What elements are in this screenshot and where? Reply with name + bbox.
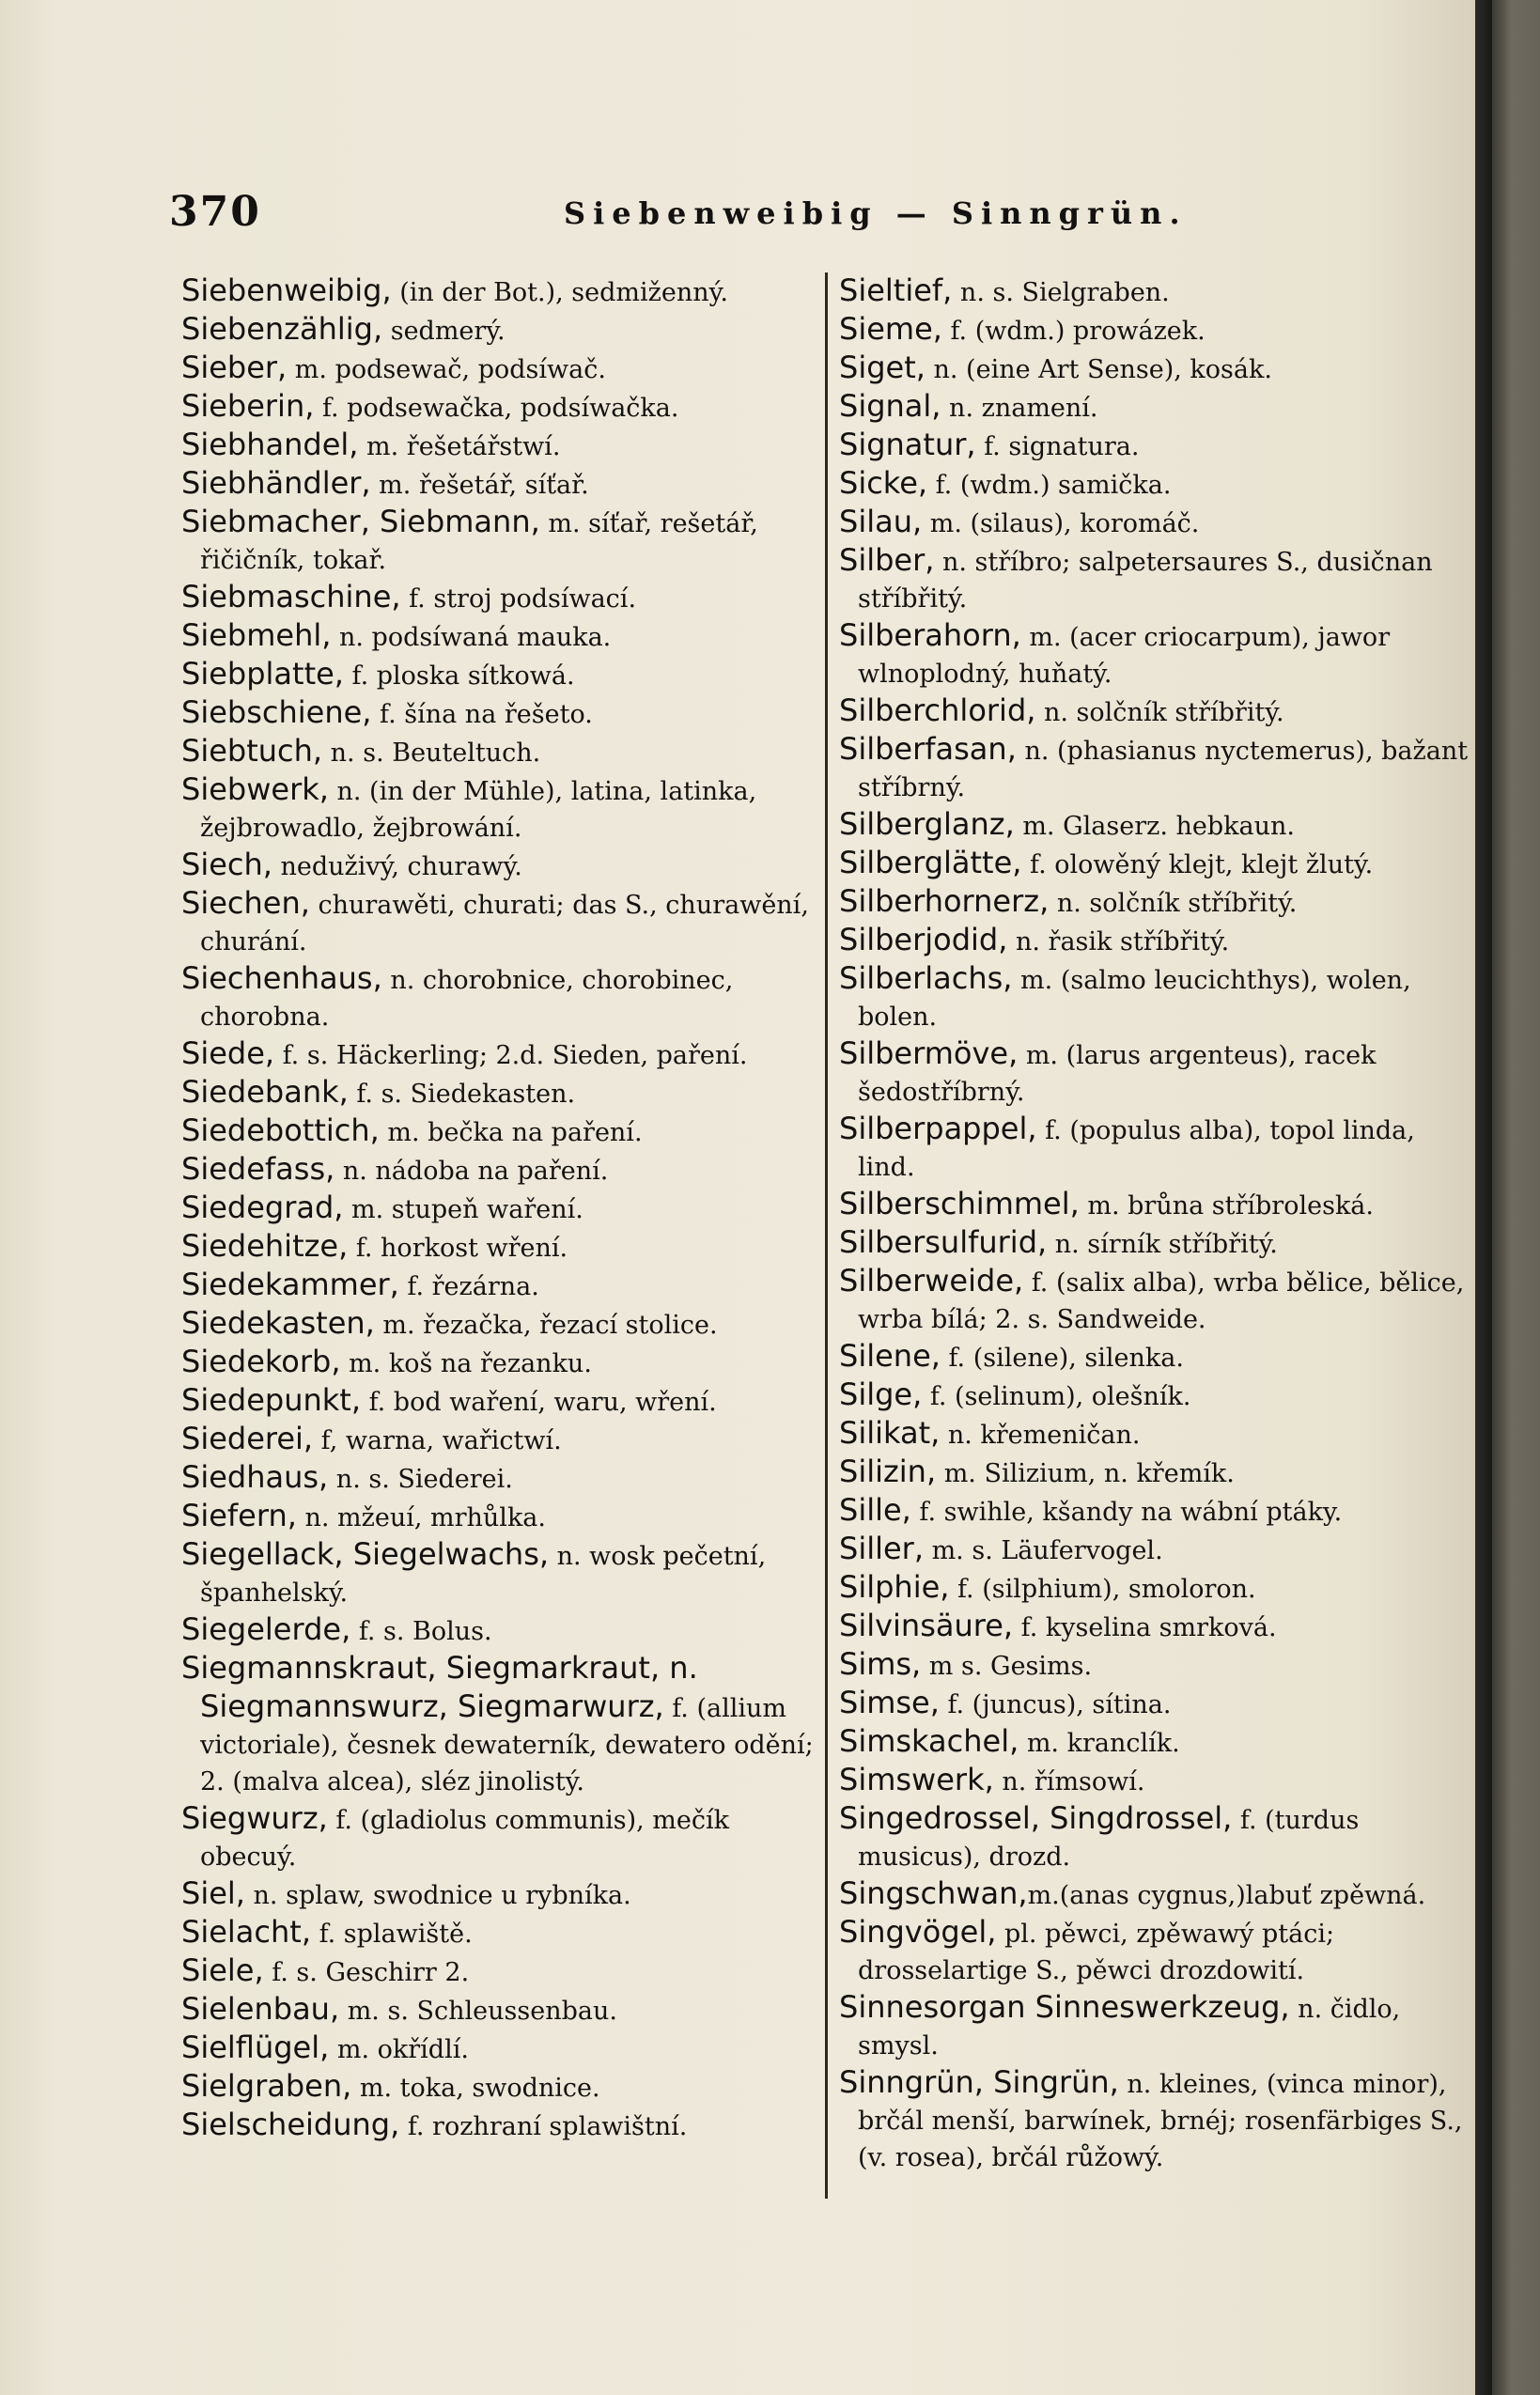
entry-headword: Siechenhaus, xyxy=(181,960,382,996)
entry-headword: Siebplatte, xyxy=(181,656,344,692)
dictionary-entry xyxy=(839,1035,1475,1111)
dictionary-entry xyxy=(181,1190,820,1228)
dictionary-entry xyxy=(181,1035,820,1074)
entry-headword: Siedebank, xyxy=(181,1074,349,1110)
entry-definition: n. řasik stříbřitý. xyxy=(1007,927,1230,956)
entry-headword: Siebmaschine, xyxy=(181,579,401,614)
dictionary-entry xyxy=(181,1228,820,1267)
dictionary-entry xyxy=(181,427,820,465)
entry-headword: Siegelerde, xyxy=(181,1611,351,1647)
entry-headword: Siller, xyxy=(839,1531,924,1566)
dictionary-entry xyxy=(181,1611,820,1650)
entry-headword: Silber, xyxy=(839,542,935,578)
entry-definition: m. (larus argenteus), racek šedostříbrný. xyxy=(858,1041,1377,1107)
dictionary-entry xyxy=(839,2064,1475,2176)
entry-headword: Sielgraben, xyxy=(181,2068,352,2104)
entry-headword: Sieme, xyxy=(839,311,942,347)
entry-headword: Sinngrün, Singrün, xyxy=(839,2064,1119,2100)
dictionary-entry xyxy=(839,350,1475,388)
entry-definition: n. sírník stříbřitý. xyxy=(1047,1230,1278,1259)
entry-definition: f. olowěný klejt, klejt žlutý. xyxy=(1021,850,1374,879)
entry-headword: Signal, xyxy=(839,388,941,424)
dictionary-entry xyxy=(839,1186,1475,1224)
dictionary-entry xyxy=(839,1492,1475,1531)
dictionary-entry xyxy=(839,1875,1475,1914)
entry-definition: f. rozhraní splawištní. xyxy=(399,2112,688,2141)
dictionary-entry xyxy=(181,1875,820,1914)
dictionary-entry xyxy=(181,1991,820,2030)
entry-definition: f. stroj podsíwací. xyxy=(400,584,637,614)
dictionary-entry xyxy=(181,1151,820,1190)
dictionary-entry xyxy=(181,1074,820,1112)
dictionary-entry xyxy=(181,617,820,656)
entry-headword: Siedepunkt, xyxy=(181,1382,362,1418)
entry-definition: f. s. Siedekasten. xyxy=(348,1080,576,1109)
entry-definition: n. solčník stříbřitý. xyxy=(1049,889,1298,918)
entry-definition: n. (phasianus nyctemerus), bažant stříbrný. xyxy=(858,737,1469,802)
dictionary-entry xyxy=(181,1112,820,1151)
entry-definition: f. řezárna. xyxy=(398,1272,539,1301)
entry-headword: Siede, xyxy=(181,1035,275,1071)
entry-definition: m. s. Läufervogel. xyxy=(924,1536,1163,1565)
entry-headword: Sieber, xyxy=(181,350,288,385)
dictionary-entry xyxy=(181,465,820,504)
entry-definition: f. podsewačka, podsíwačka. xyxy=(314,394,679,423)
dictionary-entry xyxy=(181,656,820,694)
entry-definition: m.(anas cygnus,)labuť zpěwná. xyxy=(1027,1881,1426,1910)
entry-headword: Silberpappel, xyxy=(839,1111,1037,1146)
entry-headword: Sicke, xyxy=(839,465,928,501)
dictionary-entry xyxy=(181,388,820,427)
dictionary-entry xyxy=(181,1650,820,1800)
entry-definition: n. mžeuí, mrhůlka. xyxy=(296,1503,546,1532)
dictionary-entry xyxy=(181,1498,820,1536)
entry-definition: n. kleines, (vinca minor), brčál menší, barwínek, brnéj; rosenfärbiges S., (v. rosea), brčál růžowý. xyxy=(858,2070,1463,2172)
entry-headword: Siebschiene, xyxy=(181,694,372,730)
entry-definition: n. s. Sielgraben. xyxy=(952,278,1170,307)
entry-headword: Siedefass, xyxy=(181,1151,335,1187)
entry-definition: pl. pěwci, zpěwawý ptáci; drosselartige S., pěwci drozdowití. xyxy=(858,1920,1335,1985)
entry-definition: m. síťař, rešetář, řičičník, tokař. xyxy=(200,509,758,575)
entry-definition: f. šína na řešeto. xyxy=(371,700,593,729)
entry-definition: (in der Bot.), sedmiženný. xyxy=(391,278,728,307)
entry-definition: m. Silizium, n. křemík. xyxy=(936,1459,1235,1488)
dictionary-entry xyxy=(839,806,1475,845)
right-column xyxy=(839,272,1475,2176)
entry-headword: Sielenbau, xyxy=(181,1991,340,2027)
entry-definition: n. stříbro; salpetersaures S., dusičnan stříbřitý. xyxy=(858,548,1433,614)
entry-headword: Silberfasan, xyxy=(839,731,1017,767)
facing-page-edge xyxy=(1492,0,1540,2395)
dictionary-entry xyxy=(839,504,1475,542)
entry-headword: Silberglanz, xyxy=(839,806,1015,842)
entry-headword: Silberweide, xyxy=(839,1263,1024,1299)
dictionary-entry xyxy=(839,692,1475,731)
entry-definition: m. s. Schleussenbau. xyxy=(339,1997,617,2026)
entry-headword: Siele, xyxy=(181,1952,264,1988)
entry-headword: Sille, xyxy=(839,1492,911,1528)
entry-headword: Siedekammer, xyxy=(181,1267,399,1302)
entry-definition: churawěti, churati; das S., churawění, churání. xyxy=(200,891,809,956)
left-column xyxy=(181,272,820,2145)
entry-headword: Singedrossel, Singdrossel, xyxy=(839,1800,1233,1836)
entry-definition: m. koš na řezanku. xyxy=(340,1349,592,1378)
entry-headword: Siech, xyxy=(181,847,272,882)
dictionary-entry xyxy=(181,579,820,617)
dictionary-entry xyxy=(181,1382,820,1421)
entry-definition: n. splaw, swodnice u rybníka. xyxy=(244,1881,631,1910)
entry-definition: f. (allium victoriale), česnek dewaterník, dewatero odění; 2. (malva alcea), sléz jinolistý. xyxy=(200,1694,814,1796)
entry-headword: Silvinsäure, xyxy=(839,1608,1014,1643)
dictionary-entry xyxy=(839,1723,1475,1762)
dictionary-entry xyxy=(839,1569,1475,1608)
entry-definition: n. znamení. xyxy=(941,394,1098,423)
entry-headword: Sieltief, xyxy=(839,272,953,308)
entry-definition: f. (populus alba), topol linda, lind. xyxy=(858,1116,1415,1182)
dictionary-entry xyxy=(181,1305,820,1344)
entry-headword: Siedebottich, xyxy=(181,1112,380,1148)
entry-headword: Siedhaus, xyxy=(181,1459,329,1495)
entry-definition: n. římsowí. xyxy=(993,1767,1145,1796)
entry-definition: m. (salmo leucichthys), wolen, bolen. xyxy=(858,966,1411,1032)
column-divider xyxy=(825,272,828,2199)
entry-definition: neduživý, churawý. xyxy=(272,852,522,881)
entry-headword: Silberlachs, xyxy=(839,960,1013,996)
dictionary-entry xyxy=(839,1111,1475,1186)
dictionary-entry xyxy=(181,272,820,311)
dictionary-entry xyxy=(839,427,1475,465)
entry-definition: f. (gladiolus communis), mečík obecuý. xyxy=(200,1806,729,1872)
dictionary-entry xyxy=(181,847,820,885)
entry-headword: Siegmannskraut, Siegmarkraut, n. Siegmannswurz, Siegmarwurz, xyxy=(181,1650,698,1724)
dictionary-entry xyxy=(839,1415,1475,1454)
entry-headword: Simskachel, xyxy=(839,1723,1019,1759)
entry-definition: f. s. Geschirr 2. xyxy=(263,1958,470,1987)
entry-definition: m s. Gesims. xyxy=(921,1652,1093,1681)
dictionary-entry xyxy=(839,1608,1475,1646)
entry-headword: Silberchlorid, xyxy=(839,692,1036,728)
entry-definition: n. křemeničan. xyxy=(940,1421,1141,1450)
entry-definition: m. řešetář, síťař. xyxy=(370,471,589,500)
dictionary-entry xyxy=(181,1800,820,1875)
dictionary-entry xyxy=(839,1454,1475,1492)
entry-definition: f. bod waření, waru, wření. xyxy=(361,1388,717,1417)
entry-headword: Siebenweibig, xyxy=(181,272,392,308)
entry-definition: f. signatura. xyxy=(975,432,1140,461)
page-number: 370 xyxy=(169,188,261,236)
entry-headword: Siebmacher, Siebmann, xyxy=(181,504,540,539)
entry-headword: Siel, xyxy=(181,1875,245,1911)
entry-definition: f. (silphium), smoloron. xyxy=(949,1575,1256,1604)
entry-definition: f, warna, wařictwí. xyxy=(313,1426,562,1455)
dictionary-entry xyxy=(839,388,1475,427)
entry-definition: n. nádoba na paření. xyxy=(334,1157,609,1186)
entry-headword: Silizin, xyxy=(839,1454,937,1489)
entry-headword: Sielscheidung, xyxy=(181,2107,400,2142)
dictionary-entry xyxy=(839,883,1475,922)
dictionary-entry xyxy=(181,694,820,733)
entry-headword: Siebwerk, xyxy=(181,771,329,807)
entry-headword: Silge, xyxy=(839,1376,923,1412)
entry-definition: f. s. Häckerling; 2.d. Sieden, paření. xyxy=(274,1041,748,1070)
entry-headword: Singschwan, xyxy=(839,1875,1028,1911)
dictionary-entry xyxy=(839,1800,1475,1875)
entry-definition: m. řezačka, řezací stolice. xyxy=(374,1311,718,1340)
entry-definition: sedmerý. xyxy=(382,317,506,346)
entry-definition: n. solčník stříbřitý. xyxy=(1035,698,1284,727)
entry-definition: m. Glaserz. hebkaun. xyxy=(1014,812,1296,841)
entry-definition: m. stupeň waření. xyxy=(343,1195,583,1224)
entry-headword: Siebmehl, xyxy=(181,617,332,653)
dictionary-entry xyxy=(181,1267,820,1305)
entry-definition: f. (turdus musicus), drozd. xyxy=(858,1806,1360,1872)
entry-headword: Siedekorb, xyxy=(181,1344,341,1379)
entry-definition: n. čidlo, smysl. xyxy=(858,1995,1401,2061)
dictionary-entry xyxy=(181,311,820,350)
dictionary-entry xyxy=(181,2068,820,2107)
dictionary-entry xyxy=(181,885,820,960)
dictionary-entry xyxy=(839,272,1475,311)
entry-headword: Siedegrad, xyxy=(181,1190,344,1225)
entry-definition: f. (juncus), sítina. xyxy=(939,1690,1172,1719)
entry-definition: m. (silaus), koromáč. xyxy=(922,509,1200,538)
entry-definition: n. (in der Mühle), latina, latinka, žejbrowadlo, žejbrowání. xyxy=(200,777,757,843)
dictionary-entry xyxy=(839,1338,1475,1376)
entry-headword: Siederei, xyxy=(181,1421,314,1456)
entry-definition: n. wosk pečetní, španhelský. xyxy=(200,1542,767,1608)
dictionary-entry xyxy=(181,1952,820,1991)
entry-headword: Silberschimmel, xyxy=(839,1186,1080,1221)
dictionary-entry xyxy=(181,960,820,1035)
entry-headword: Silau, xyxy=(839,504,923,539)
dictionary-entry xyxy=(839,1914,1475,1989)
entry-definition: f. splawiště. xyxy=(310,1920,473,1949)
entry-headword: Silberhornerz, xyxy=(839,883,1050,919)
entry-definition: m. bečka na paření. xyxy=(379,1118,643,1147)
entry-headword: Sieberin, xyxy=(181,388,315,424)
entry-headword: Siget, xyxy=(839,350,926,385)
entry-definition: m. okřídlí. xyxy=(329,2035,469,2064)
dictionary-entry xyxy=(181,350,820,388)
dictionary-entry xyxy=(839,1989,1475,2064)
entry-definition: m. kranclík. xyxy=(1019,1729,1180,1758)
running-head: Siebenweibig — Sinngrün. xyxy=(564,195,1188,231)
entry-definition: f. s. Bolus. xyxy=(350,1617,492,1646)
entry-headword: Silberjodid, xyxy=(839,922,1008,957)
entry-headword: Silphie, xyxy=(839,1569,950,1605)
entry-headword: Silberglätte, xyxy=(839,845,1022,880)
entry-headword: Siebhändler, xyxy=(181,465,371,501)
dictionary-entry xyxy=(839,465,1475,504)
dictionary-entry xyxy=(181,1459,820,1498)
entry-headword: Siefern, xyxy=(181,1498,297,1533)
entry-headword: Sielacht, xyxy=(181,1914,311,1950)
entry-headword: Simse, xyxy=(839,1685,940,1720)
dictionary-entry xyxy=(181,1536,820,1611)
dictionary-entry xyxy=(181,1421,820,1459)
entry-headword: Siechen, xyxy=(181,885,310,921)
entry-definition: f. (wdm.) prowázek. xyxy=(941,317,1206,346)
dictionary-entry xyxy=(839,1224,1475,1263)
entry-headword: Siegellack, Siegelwachs, xyxy=(181,1536,550,1572)
dictionary-entry xyxy=(181,771,820,847)
dictionary-entry xyxy=(839,311,1475,350)
dictionary-entry xyxy=(181,733,820,771)
entry-definition: n. chorobnice, chorobinec, chorobna. xyxy=(200,966,734,1032)
entry-definition: f. ploska sítkowá. xyxy=(343,661,575,691)
dictionary-entry xyxy=(839,1646,1475,1685)
entry-headword: Siegwurz, xyxy=(181,1800,328,1836)
entry-headword: Sinnesorgan Sinneswerkzeug, xyxy=(839,1989,1290,2025)
entry-headword: Simswerk, xyxy=(839,1762,994,1797)
entry-definition: f. (salix alba), wrba bělice, bělice, wrba bílá; 2. s. Sandweide. xyxy=(858,1268,1465,1334)
entry-definition: n. podsíwaná mauka. xyxy=(331,623,612,652)
entry-headword: Silbermöve, xyxy=(839,1035,1019,1071)
entry-headword: Singvögel, xyxy=(839,1914,997,1950)
entry-definition: f. (wdm.) samička. xyxy=(927,471,1172,500)
dictionary-entry xyxy=(839,922,1475,960)
entry-definition: n. (eine Art Sense), kosák. xyxy=(925,355,1272,384)
entry-headword: Silbersulfurid, xyxy=(839,1224,1048,1260)
entry-definition: m. brůna stříbroleská. xyxy=(1079,1191,1374,1221)
entry-headword: Signatur, xyxy=(839,427,976,462)
dictionary-entry xyxy=(839,1263,1475,1338)
entry-definition: m. řešetářstwí. xyxy=(358,432,561,461)
dictionary-entry xyxy=(839,1376,1475,1415)
dictionary-entry xyxy=(839,542,1475,617)
page-header xyxy=(169,188,1475,244)
entry-headword: Siedekasten, xyxy=(181,1305,375,1341)
dictionary-entry xyxy=(839,960,1475,1035)
dictionary-entry xyxy=(839,731,1475,806)
entry-definition: n. s. Beuteltuch. xyxy=(322,739,541,768)
entry-definition: m. (acer criocarpum), jawor wlnoplodný, huňatý. xyxy=(858,623,1391,689)
dictionary-entry xyxy=(181,504,820,579)
entry-headword: Sims, xyxy=(839,1646,922,1682)
dictionary-entry xyxy=(181,1914,820,1952)
entry-headword: Siebhandel, xyxy=(181,427,359,462)
dictionary-entry xyxy=(181,2030,820,2068)
dictionary-entry xyxy=(839,1762,1475,1800)
entry-definition: m. podsewač, podsíwač. xyxy=(287,355,606,384)
dictionary-entry xyxy=(839,617,1475,692)
entry-definition: n. s. Siederei. xyxy=(328,1465,513,1494)
entry-headword: Siedehitze, xyxy=(181,1228,349,1264)
entry-headword: Siebtuch, xyxy=(181,733,323,769)
entry-headword: Silberahorn, xyxy=(839,617,1021,653)
dictionary-entry xyxy=(839,1531,1475,1569)
entry-definition: f. swihle, kšandy na wábní ptáky. xyxy=(910,1498,1343,1527)
entry-definition: m. toka, swodnice. xyxy=(351,2074,600,2103)
dictionary-entry xyxy=(181,1344,820,1382)
entry-definition: f. (silene), silenka. xyxy=(940,1344,1184,1373)
entry-definition: f. horkost wření. xyxy=(348,1234,568,1263)
entry-definition: f. kyselina smrková. xyxy=(1013,1613,1277,1642)
entry-definition: f. (selinum), olešník. xyxy=(922,1382,1191,1411)
dictionary-entry xyxy=(839,845,1475,883)
dictionary-entry xyxy=(181,2107,820,2145)
entry-headword: Sielflügel, xyxy=(181,2030,330,2065)
entry-headword: Siebenzählig, xyxy=(181,311,383,347)
dictionary-entry xyxy=(839,1685,1475,1723)
entry-headword: Silene, xyxy=(839,1338,941,1374)
entry-headword: Silikat, xyxy=(839,1415,941,1451)
